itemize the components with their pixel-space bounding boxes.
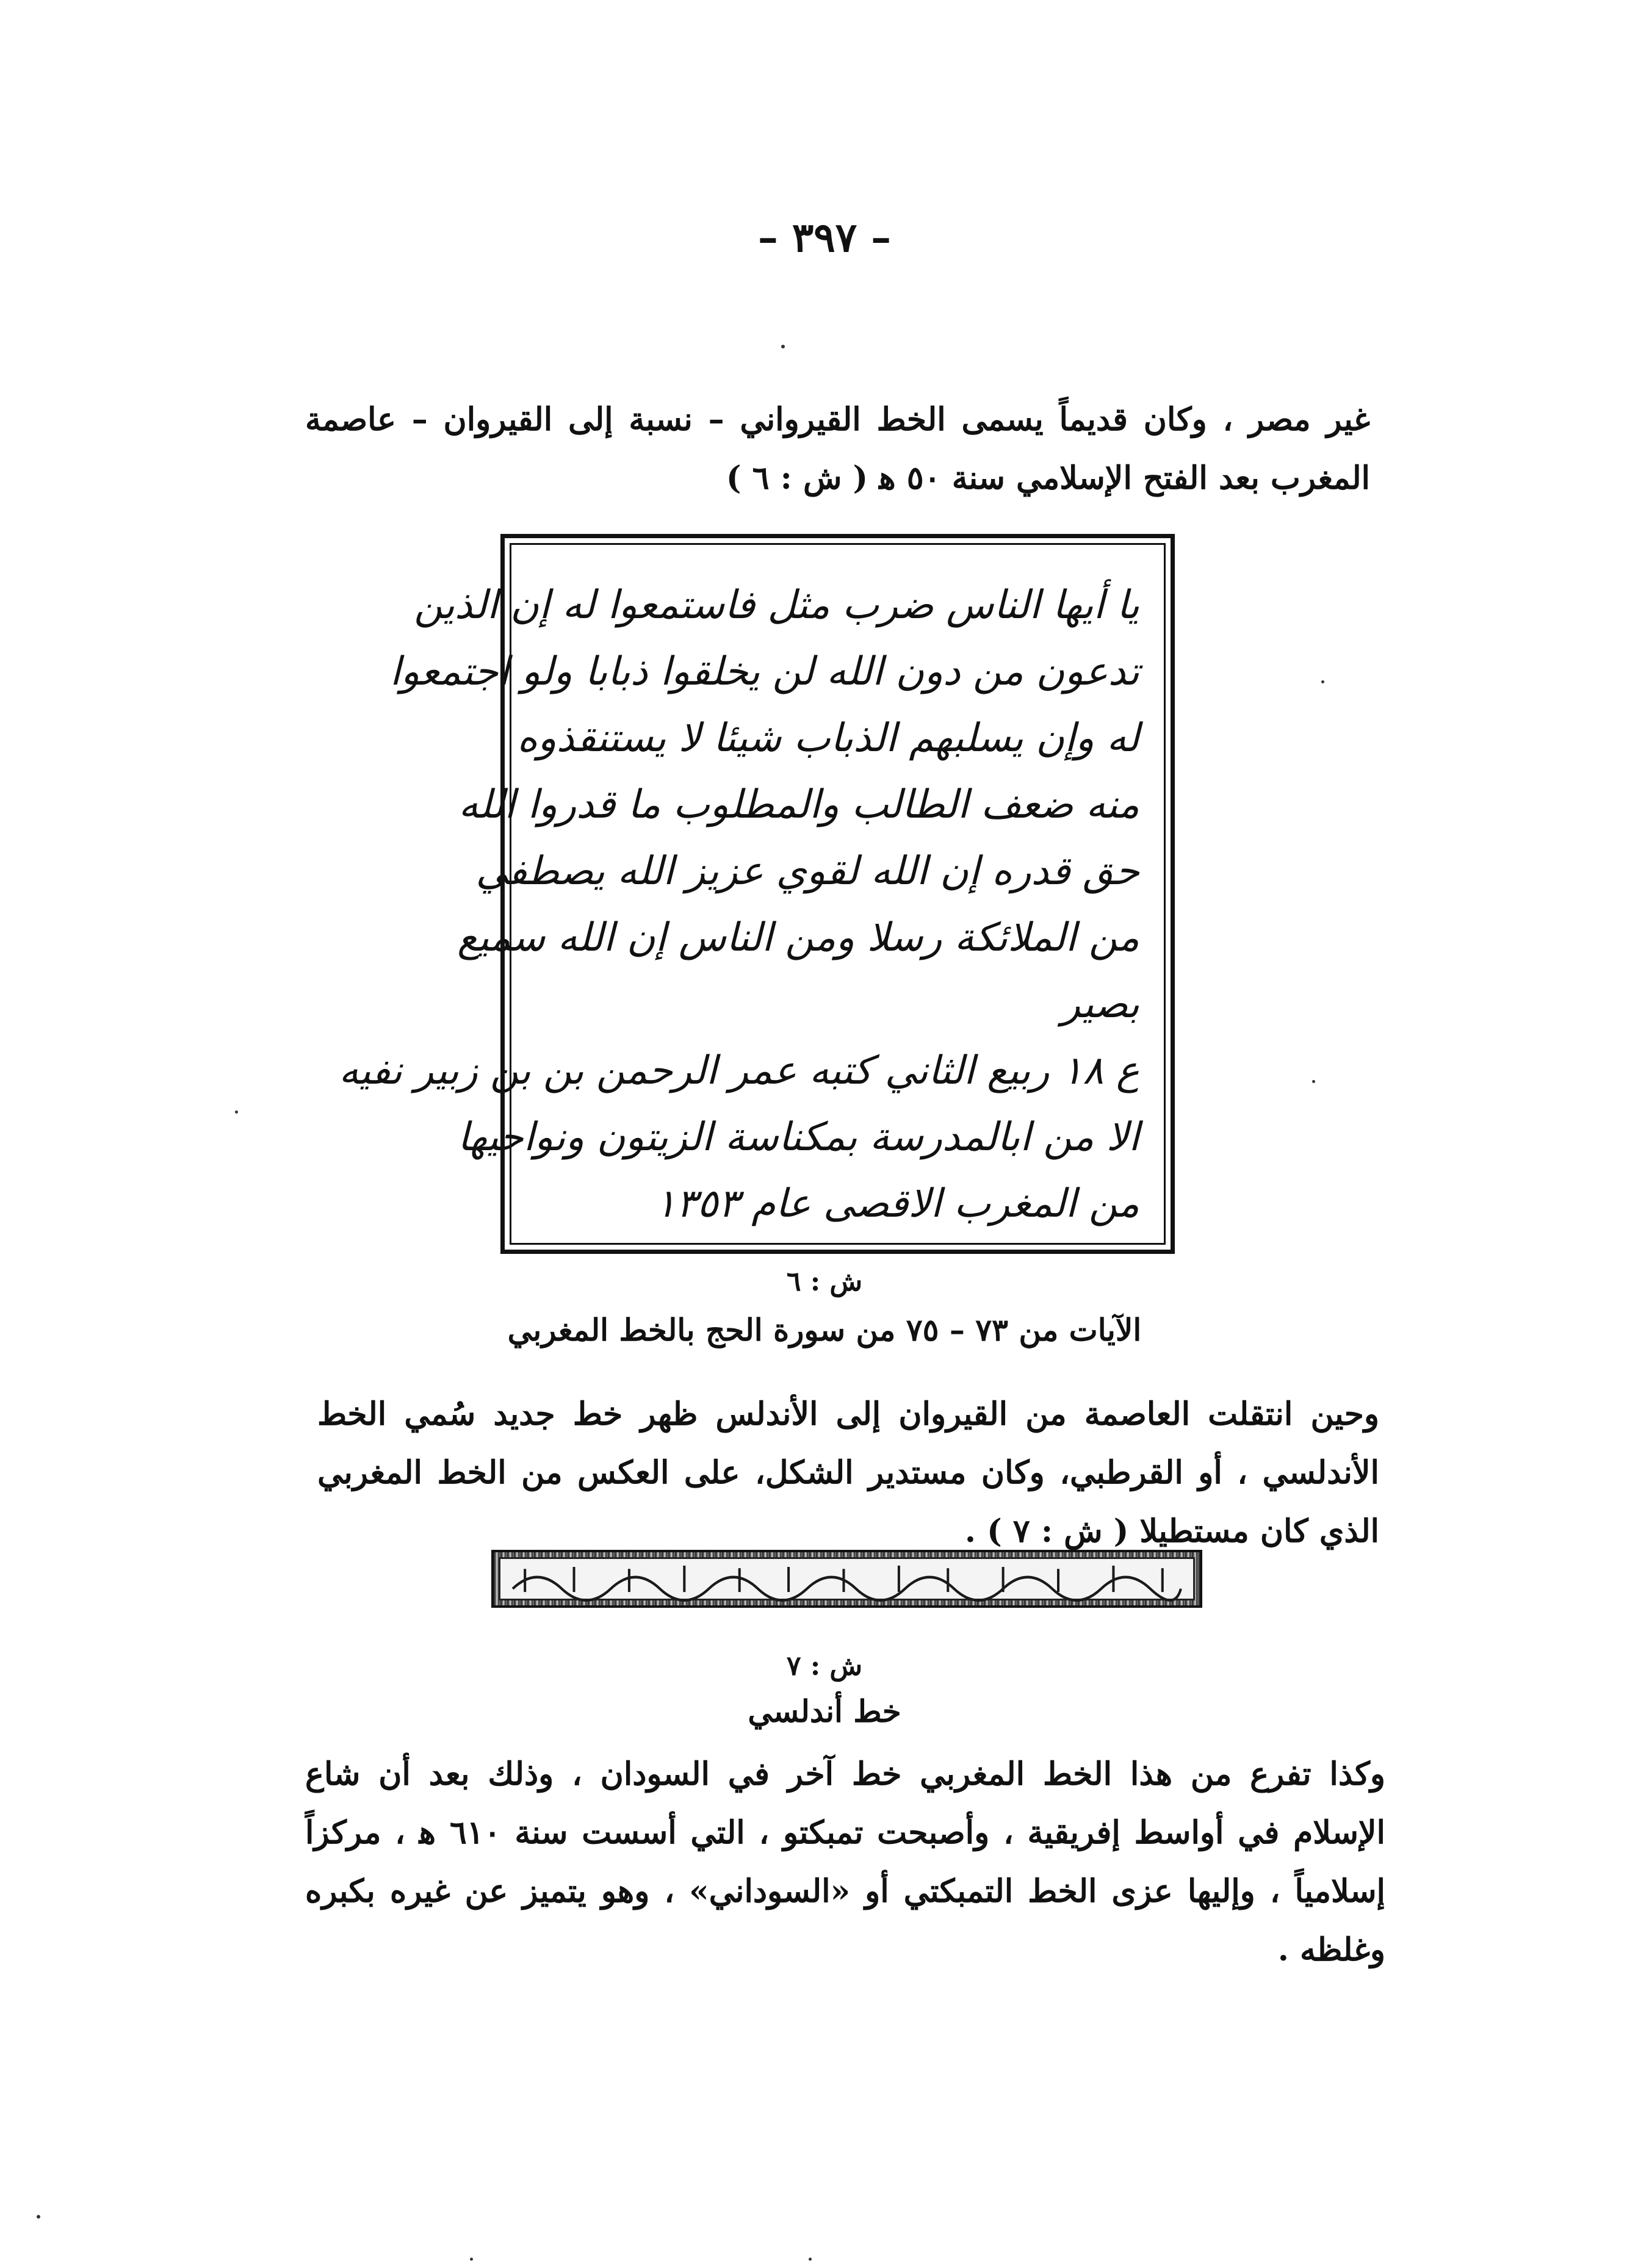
manuscript-line: تدعون من دون الله لن يخلقوا ذبابا ولو اجتمعوا bbox=[389, 649, 1139, 694]
inscription-pattern bbox=[500, 1559, 1193, 1599]
scan-speck bbox=[1312, 1080, 1315, 1083]
figure-1-caption: الآيات من ٧٣ – ٧٥ من سورة الحج بالخط المغربي bbox=[507, 1312, 1142, 1348]
inscription-band bbox=[499, 1557, 1195, 1600]
scan-speck bbox=[235, 1111, 238, 1114]
scan-speck bbox=[809, 2258, 812, 2261]
figure-andalusi-inscription bbox=[491, 1550, 1202, 1608]
figure-2-caption: خط أندلسي bbox=[748, 1693, 901, 1729]
scan-speck bbox=[37, 2215, 40, 2219]
manuscript-frame bbox=[339, 543, 1166, 1245]
manuscript-line: الا من ابالمدرسة بمكناسة الزيتون ونواحيها bbox=[457, 1115, 1139, 1160]
manuscript-line: حق قدره إن الله لقوي عزيز الله يصطفي bbox=[475, 849, 1139, 894]
paragraph-maghribi-script: غير مصر ، وكان قديماً يسمى الخط القيرواني – نسبة إلى القيروان – عاصمة المغرب بعد الفتح الإسلامي سنة ٥٠ ﻫ ( ش : ٦ ) bbox=[305, 401, 1370, 497]
figure-maghribi-manuscript bbox=[339, 534, 1175, 1254]
page-number: – ٣٩٧ – bbox=[757, 214, 892, 261]
scan-speck bbox=[1321, 680, 1324, 683]
paragraph-andalusi-script: وحين انتقلت العاصمة من القيروان إلى الأندلس ظهر خط جديد سُمي الخط الأندلسي ، أو القرطبي، وكان مستدير الشكل، على العكس من الخط المغربي الذي كان مستطيلا ( ش : ٧ ) . bbox=[317, 1395, 1379, 1550]
scan-speck bbox=[470, 2258, 473, 2261]
manuscript-line: من المغرب الاقصى عام ١٣٥٣ bbox=[655, 1181, 1139, 1226]
manuscript-line: من الملائكة رسلا ومن الناس إن الله سميع bbox=[457, 915, 1139, 960]
manuscript-line: يا أيها الناس ضرب مثل فاستمعوا له إن الذين bbox=[414, 583, 1139, 628]
figure-1-label: ش : ٦ bbox=[786, 1266, 863, 1297]
manuscript-line: ع ١٨ ربيع الثاني كتبه عمر الرحمن بن بن زبير نفيه bbox=[339, 1048, 1139, 1093]
paragraph-sudani-script: وكذا تفرع من هذا الخط المغربي خط آخر في السودان ، وذلك بعد أن شاع الإسلام في أواسط إفريقية ، وأصبحت تمبكتو ، التي أسست سنة ٦١٠ ﻫ ، مركزاً إسلامياً ، وإليها عزى الخط التمبكتي أو «السوداني» ، وهو يتميز عن غيره بكبره وغلظه . bbox=[305, 1755, 1385, 1968]
manuscript-line: له وإن يسلبهم الذباب شيئا لا يستنقذوه bbox=[517, 716, 1139, 761]
figure-2-label: ش : ٧ bbox=[786, 1651, 863, 1682]
manuscript-line: منه ضعف الطالب والمطلوب ما قدروا الله bbox=[458, 782, 1139, 827]
manuscript-line: بصير bbox=[1061, 982, 1139, 1027]
scan-speck bbox=[781, 345, 785, 348]
